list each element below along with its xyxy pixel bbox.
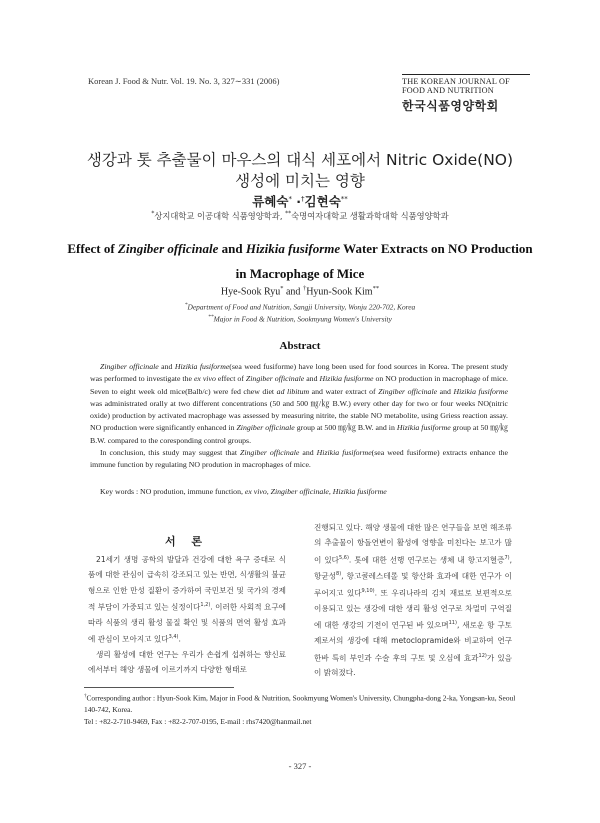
author2-mark: ** [340, 194, 348, 203]
abs-t12: and water extract of [309, 386, 379, 396]
abs-t7: Zingiber officinale [245, 374, 305, 384]
abs2-t4: Hizikia fusiforme [316, 448, 372, 458]
journal-name-korean: 한국식품영양학회 [402, 99, 499, 113]
footnote-dagger: † [84, 694, 87, 699]
intro-r-f: , 새로운 항 구토제로서의 생강에 대해 metoclopramide와 비교하여 연구한바 특히 부인과 수술 후의 구토 및 오심에 효과 [314, 620, 513, 663]
intro-right-column [314, 520, 512, 681]
english-affil2-mark: ** [208, 314, 214, 321]
abstract-body [90, 361, 508, 472]
journal-name-line1: THE KOREAN JOURNAL OF [402, 77, 510, 86]
intro-p1-c: . [178, 634, 181, 644]
affil1-mark: * [151, 210, 155, 218]
intro-ref-8: 12) [478, 652, 487, 659]
abs-t15: Hizikia fusiforme [453, 386, 509, 396]
abs-t16: was administrated orally at two different concentrations (50 and 500 ㎎/㎏ B.W.) every other day for two or four weeks NO(nitric oxide) production by activated macrophage was assessed by measuring nitrite, the stable NO metabolite, using Griess reaction assay. NO production were significantly enhanced in [90, 398, 508, 433]
intro-r-e: . 또 우리나라의 김치 재료로 보편적으로 이용되고 있는 생강에 대한 생리 활성 연구로 차멀미 구역질에 대한 생강의 기전이 연구된 바 있으며 [314, 588, 512, 630]
intro-p1-a: 21세기 생명 공학의 발달과 건강에 대한 욕구 증대로 식품에 대한 관심이 급속히 강조되고 있는 반면, 식생활의 불균형으로 인한 만성 질환이 증가하여 국민보건 및 국가의 경제적 부담이 가중되고 있는 실정이다 [88, 555, 286, 612]
footnote-text1: Corresponding author : Hyun-Sook Kim, Major in Food & Nutrition, Sookmyung Women's University, Chungpha-dong 2-ka, Yongsan-ku, Seoul 140-742, Korea. [84, 693, 516, 715]
korean-title-line1: 생강과 톳 추출물이 마우스의 대식 세포에서 Nitric Oxide(NO) [86, 151, 514, 169]
english-affil1-line [0, 300, 600, 312]
abstract-heading: Abstract [279, 340, 321, 352]
intro-r-d: , 항고콜레스테롤 및 항산화 효과에 대한 연구가 이루어지고 있다 [314, 571, 512, 598]
page-number: - 327 - [288, 761, 312, 771]
english-affiliations [0, 300, 600, 325]
english-title-line2: in Macrophage of Mice [235, 266, 365, 281]
abs-t19: Hizikia fusiforme [396, 423, 451, 433]
korean-affil2: 숙명여자대학교 생활과학대학 식품영양학과 [291, 211, 449, 221]
abs-t3: Hizikia fusiforme [174, 362, 230, 371]
korean-title [0, 150, 600, 192]
korean-affil1: 상지대학교 이공대학 식품영양학과, [154, 211, 283, 221]
intro-p1-b: . 이러한 사회적 요구에 따라 식품의 생리 활성 물질 확인 및 식품의 면역 활성 효과에 관심이 모아지고 있다 [88, 602, 286, 644]
abstract-paragraph-1 [90, 361, 508, 447]
abs-t10: on NO production in macrophage of mice. Seven to eight week old mice(Balb/c) were fed chew diet [90, 374, 509, 396]
intro-ref-7: 11) [448, 620, 457, 627]
abs-t5: ex vivo [193, 374, 216, 384]
intro-r-b: . 톳에 대한 선행 연구로는 생체 내 항고지혈증 [348, 555, 505, 565]
korean-affiliations [0, 210, 600, 222]
intro-ref-1: 1,2) [200, 601, 211, 608]
intro-right-text [314, 520, 512, 681]
abs-t2: and [158, 362, 175, 371]
intro-paragraph-2: 생리 활성에 대한 연구는 우리가 손쉽게 섭취하는 향신료에서부터 해양 생물에 이르기까지 다양한 형태로 [88, 649, 286, 675]
abs-t9: Hizikia fusiforme [319, 374, 374, 384]
intro-r-c: , 항균성 [314, 555, 512, 581]
author-separator: · [296, 194, 302, 209]
intro-ref-5: 8) [336, 571, 342, 578]
keywords-italic: ex vivo, Zingiber officinale, Hizikia fusiforme [244, 487, 387, 496]
journal-logo-block [402, 74, 530, 114]
abs-t14: and [437, 386, 454, 396]
korean-author2: 김현숙 [304, 194, 341, 209]
intro-heading: 서 론 [164, 535, 209, 548]
intro-left-column [88, 552, 286, 677]
title-prefix: Effect of [67, 241, 118, 256]
english-author1: Hye-Sook Ryu [220, 286, 281, 298]
abs-t20: group at 50 ㎎/㎏ B.W. compared to the coresponding control groups. [90, 423, 509, 445]
english-author2-dagger: † [302, 285, 307, 292]
footnote-line1 [84, 691, 524, 716]
keywords-label: Key words : NO prodution, immune function, [100, 487, 245, 496]
english-author1-mark: * [280, 285, 284, 292]
english-affil2: Major in Food & Nutrition, Sookmyung Women's University [213, 314, 392, 324]
abs-t17: Zingiber officinale [236, 423, 295, 433]
abs2-t3: and [299, 448, 317, 458]
intro-r-g: 가 있음이 밝혀졌다. [314, 653, 513, 678]
korean-author1: 류혜숙 [252, 194, 289, 209]
corresponding-author-footnote [84, 691, 524, 728]
english-affil1-mark: * [184, 302, 188, 308]
intro-paragraph-1 [88, 552, 286, 647]
abs-t8: and [304, 374, 320, 384]
abs2-t5: (sea weed fusiforme) extracts enhance the immune function by regulating NO prodution in macrophages of mice. [90, 448, 508, 470]
footnote-divider [84, 687, 234, 688]
journal-reference: Korean J. Food & Nutr. Vol. 19. No. 3, 327∼331 (2006) [88, 76, 280, 86]
author2-dagger: † [301, 194, 305, 203]
abstract-paragraph-2 [90, 447, 508, 472]
abs-t18: group at 500 ㎎/㎏ B.W. and in [294, 423, 397, 433]
affil2-mark: ** [285, 210, 292, 218]
english-title-line1 [0, 236, 600, 261]
intro-r-a: 진행되고 있다. 해양 생물에 대한 많은 연구들을 보면 해조류의 추출물이 항돌연변이 활성에 영향을 미친다는 보고가 많이 있다 [314, 523, 512, 565]
title-suffix: Water Extracts on NO Production [340, 241, 533, 256]
abs2-t1: In conclusion, this study may suggest that [100, 448, 241, 458]
english-author2-mark: ** [372, 285, 380, 292]
intro-ref-3: 5,6) [339, 554, 349, 561]
author1-mark: * [288, 194, 292, 203]
keywords [100, 487, 520, 496]
korean-authors [0, 192, 600, 210]
english-author2: Hyun-Sook Kim [306, 286, 373, 298]
english-title [0, 236, 600, 286]
abs-t4: (sea weed fusiforme) have long been used for food sources in Korea. The present study was performed to investigate the [90, 362, 509, 384]
english-authors [0, 285, 600, 297]
title-species2: Hizikia fusiforme [245, 241, 341, 256]
english-author-and: and [283, 286, 303, 298]
intro-ref-2: 3,4) [168, 634, 179, 641]
abs-t11: ad libitum [276, 386, 310, 396]
title-species1: Zingiber officinale [117, 241, 219, 256]
abs-t1: Zingiber officinale [100, 362, 159, 371]
abs-t6: effect of [215, 374, 246, 384]
intro-ref-6: 9,10) [361, 588, 375, 595]
footnote-line2: Tel : +82-2-710-9469, Fax : +82-2-707-0195, E-mail : rhs7420@hanmail.net [84, 717, 312, 727]
intro-ref-4: 7) [504, 554, 510, 561]
title-and: and [218, 241, 246, 256]
english-affil1: Department of Food and Nutrition, Sangji University, Wonju 220-702, Korea [187, 302, 416, 312]
korean-title-line2: 생성에 미치는 영향 [235, 172, 365, 190]
abs2-t2: Zingiber officinale [240, 448, 300, 458]
abs-t13: Zingiber officinale [378, 386, 438, 396]
journal-name-line2: FOOD AND NUTRITION [402, 86, 494, 95]
english-affil2-line [0, 312, 600, 324]
